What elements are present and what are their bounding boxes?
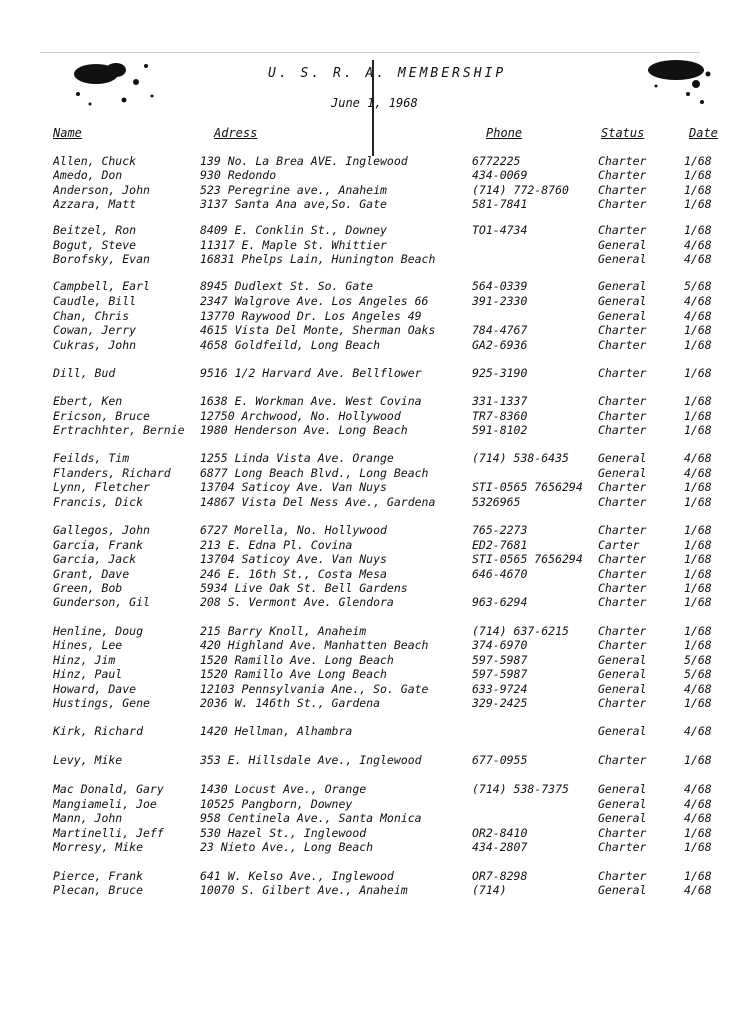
- member-name: Ebert, Ken: [53, 394, 123, 408]
- member-status: General: [598, 466, 647, 480]
- member-address: 246 E. 16th St., Costa Mesa: [200, 567, 387, 581]
- table-row: [0, 279, 744, 294]
- member-status: General: [598, 238, 647, 252]
- member-phone: TR7-8360: [472, 409, 528, 423]
- member-address: 523 Peregrine ave., Anaheim: [200, 183, 387, 197]
- member-address: 4615 Vista Del Monte, Sherman Oaks: [200, 323, 436, 337]
- member-status: Charter: [598, 154, 647, 168]
- member-name: Ertrachhter, Bernie: [53, 423, 185, 437]
- member-phone: GA2-6936: [472, 338, 528, 352]
- table-row: [0, 883, 744, 898]
- table-row: [0, 451, 744, 466]
- member-date: 4/68: [684, 811, 712, 825]
- member-phone: TO1-4734: [472, 223, 528, 237]
- table-row: [0, 811, 744, 826]
- member-date: 4/68: [684, 724, 712, 738]
- member-status: General: [598, 811, 647, 825]
- member-name: Azzara, Matt: [53, 197, 137, 211]
- member-name: Francis, Dick: [53, 495, 144, 509]
- member-date: 1/68: [684, 753, 712, 767]
- table-row: [0, 366, 744, 381]
- member-phone: 925-3190: [472, 366, 528, 380]
- member-date: 1/68: [684, 183, 712, 197]
- member-date: 1/68: [684, 624, 712, 638]
- member-date: 4/68: [684, 238, 712, 252]
- member-address: 4658 Goldfeild, Long Beach: [200, 338, 381, 352]
- member-address: 8409 E. Conklin St., Downey: [200, 223, 387, 237]
- member-phone: 765-2273: [472, 523, 528, 537]
- ink-smudge-right: [636, 54, 716, 114]
- document-date: June 1, 1968: [331, 96, 418, 110]
- member-phone: ED2-7681: [472, 538, 528, 552]
- member-status: Charter: [598, 183, 647, 197]
- member-date: 1/68: [684, 581, 712, 595]
- member-status: Carter: [598, 538, 640, 552]
- table-row: [0, 154, 744, 169]
- member-status: General: [598, 667, 647, 681]
- table-row: [0, 653, 744, 668]
- member-status: Charter: [598, 595, 647, 609]
- member-address: 23 Nieto Ave., Long Beach: [200, 840, 374, 854]
- member-date: 1/68: [684, 423, 712, 437]
- member-date: 1/68: [684, 394, 712, 408]
- member-date: 4/68: [684, 294, 712, 308]
- member-name: Mangiameli, Joe: [53, 797, 157, 811]
- member-date: 1/68: [684, 366, 712, 380]
- member-address: 1638 E. Workman Ave. West Covina: [200, 394, 422, 408]
- table-row: [0, 168, 744, 183]
- member-date: 4/68: [684, 883, 712, 897]
- member-name: Flanders, Richard: [53, 466, 171, 480]
- member-status: Charter: [598, 523, 647, 537]
- member-phone: (714) 538-7375: [472, 782, 569, 796]
- member-name: Borofsky, Evan: [53, 252, 150, 266]
- member-address: 13704 Saticoy Ave. Van Nuys: [200, 480, 387, 494]
- member-phone: 434-2807: [472, 840, 528, 854]
- table-row: [0, 595, 744, 610]
- member-status: General: [598, 682, 647, 696]
- member-name: Anderson, John: [53, 183, 150, 197]
- member-date: 1/68: [684, 638, 712, 652]
- member-phone: 597-5987: [472, 653, 528, 667]
- member-name: Allen, Chuck: [53, 154, 137, 168]
- member-phone: 646-4670: [472, 567, 528, 581]
- member-address: 14867 Vista Del Ness Ave., Gardena: [200, 495, 436, 509]
- member-phone: (714) 637-6215: [472, 624, 569, 638]
- member-phone: 564-0339: [472, 279, 528, 293]
- member-address: 530 Hazel St., Inglewood: [200, 826, 367, 840]
- member-name: Bogut, Steve: [53, 238, 137, 252]
- table-row: [0, 797, 744, 812]
- member-date: 1/68: [684, 840, 712, 854]
- member-address: 12103 Pennsylvania Ane., So. Gate: [200, 682, 429, 696]
- table-row: [0, 323, 744, 338]
- member-status: Charter: [598, 394, 647, 408]
- member-address: 641 W. Kelso Ave., Inglewood: [200, 869, 394, 883]
- member-status: Charter: [598, 409, 647, 423]
- member-address: 1520 Ramillo Ave. Long Beach: [200, 653, 394, 667]
- member-status: General: [598, 724, 647, 738]
- member-phone: 633-9724: [472, 682, 528, 696]
- member-phone: STI-0565 7656294: [472, 552, 583, 566]
- member-name: Morresy, Mike: [53, 840, 144, 854]
- member-name: Green, Bob: [53, 581, 123, 595]
- member-name: Cowan, Jerry: [53, 323, 137, 337]
- table-row: [0, 495, 744, 510]
- header-address: Adress: [214, 126, 258, 140]
- member-date: 1/68: [684, 323, 712, 337]
- member-address: 13770 Raywood Dr. Los Angeles 49: [200, 309, 422, 323]
- member-status: General: [598, 883, 647, 897]
- member-status: Charter: [598, 223, 647, 237]
- member-status: General: [598, 309, 647, 323]
- member-date: 1/68: [684, 168, 712, 182]
- member-status: General: [598, 252, 647, 266]
- member-name: Henline, Doug: [53, 624, 144, 638]
- header-phone: Phone: [486, 126, 523, 140]
- member-name: Hinz, Paul: [53, 667, 123, 681]
- table-row: [0, 197, 744, 212]
- table-row: [0, 394, 744, 409]
- member-date: 4/68: [684, 309, 712, 323]
- member-name: Grant, Dave: [53, 567, 130, 581]
- member-phone: 597-5987: [472, 667, 528, 681]
- table-row: [0, 338, 744, 353]
- member-name: Beitzel, Ron: [53, 223, 137, 237]
- member-address: 1430 Locust Ave., Orange: [200, 782, 367, 796]
- member-status: Charter: [598, 638, 647, 652]
- member-name: Mann, John: [53, 811, 123, 825]
- member-date: 1/68: [684, 552, 712, 566]
- member-date: 5/68: [684, 653, 712, 667]
- table-row: [0, 826, 744, 841]
- member-phone: 434-0069: [472, 168, 528, 182]
- member-phone: (714) 538-6435: [472, 451, 569, 465]
- table-row: [0, 223, 744, 238]
- member-phone: (714) 772-8760: [472, 183, 569, 197]
- member-phone: 591-8102: [472, 423, 528, 437]
- table-row: [0, 869, 744, 884]
- member-name: Ericson, Bruce: [53, 409, 150, 423]
- member-address: 10525 Pangborn, Downey: [200, 797, 353, 811]
- member-address: 2036 W. 146th St., Gardena: [200, 696, 381, 710]
- member-name: Hines, Lee: [53, 638, 123, 652]
- table-row: [0, 480, 744, 495]
- table-row: [0, 523, 744, 538]
- member-name: Gallegos, John: [53, 523, 150, 537]
- member-name: Caudle, Bill: [53, 294, 137, 308]
- member-date: 1/68: [684, 523, 712, 537]
- member-address: 6877 Long Beach Blvd., Long Beach: [200, 466, 429, 480]
- member-address: 16831 Phelps Lain, Hunington Beach: [200, 252, 436, 266]
- member-name: Chan, Chris: [53, 309, 130, 323]
- table-row: [0, 252, 744, 267]
- member-date: 5/68: [684, 667, 712, 681]
- member-date: 1/68: [684, 409, 712, 423]
- member-name: Hinz, Jim: [53, 653, 116, 667]
- table-row: [0, 682, 744, 697]
- table-row: [0, 309, 744, 324]
- table-row: [0, 294, 744, 309]
- header-date: Date: [689, 126, 718, 140]
- member-status: Charter: [598, 323, 647, 337]
- member-address: 139 No. La Brea AVE. Inglewood: [200, 154, 408, 168]
- member-date: 1/68: [684, 538, 712, 552]
- member-phone: 784-4767: [472, 323, 528, 337]
- table-row: [0, 782, 744, 797]
- table-row: [0, 753, 744, 768]
- member-status: Charter: [598, 624, 647, 638]
- member-phone: 391-2330: [472, 294, 528, 308]
- table-row: [0, 581, 744, 596]
- header-status: Status: [601, 126, 645, 140]
- ink-smudge-left: [66, 56, 161, 111]
- member-status: Charter: [598, 366, 647, 380]
- member-phone: 677-0955: [472, 753, 528, 767]
- document-title: U. S. R. A. MEMBERSHIP: [268, 66, 507, 81]
- member-date: 4/68: [684, 682, 712, 696]
- member-address: 8945 Dudlext St. So. Gate: [200, 279, 374, 293]
- member-status: Charter: [598, 567, 647, 581]
- table-row: [0, 567, 744, 582]
- member-status: Charter: [598, 826, 647, 840]
- table-row: [0, 409, 744, 424]
- member-date: 1/68: [684, 826, 712, 840]
- member-phone: 581-7841: [472, 197, 528, 211]
- member-date: 1/68: [684, 595, 712, 609]
- member-status: General: [598, 294, 647, 308]
- member-status: General: [598, 797, 647, 811]
- member-address: 958 Centinela Ave., Santa Monica: [200, 811, 422, 825]
- header-name: Name: [53, 126, 82, 140]
- member-name: Lynn, Fletcher: [53, 480, 150, 494]
- member-name: Pierce, Frank: [53, 869, 144, 883]
- member-address: 1980 Henderson Ave. Long Beach: [200, 423, 408, 437]
- member-phone: 374-6970: [472, 638, 528, 652]
- table-row: [0, 466, 744, 481]
- member-phone: 963-6294: [472, 595, 528, 609]
- member-phone: 5326965: [472, 495, 521, 509]
- member-status: Charter: [598, 696, 647, 710]
- member-name: Martinelli, Jeff: [53, 826, 164, 840]
- member-date: 1/68: [684, 696, 712, 710]
- member-name: Mac Donald, Gary: [53, 782, 164, 796]
- member-status: General: [598, 279, 647, 293]
- table-row: [0, 624, 744, 639]
- member-address: 930 Redondo: [200, 168, 277, 182]
- member-address: 353 E. Hillsdale Ave., Inglewood: [200, 753, 422, 767]
- member-phone: OR2-8410: [472, 826, 528, 840]
- table-row: [0, 724, 744, 739]
- member-status: General: [598, 782, 647, 796]
- member-name: Hustings, Gene: [53, 696, 150, 710]
- member-status: Charter: [598, 338, 647, 352]
- member-name: Kirk, Richard: [53, 724, 144, 738]
- member-date: 4/68: [684, 782, 712, 796]
- member-address: 208 S. Vermont Ave. Glendora: [200, 595, 394, 609]
- member-name: Levy, Mike: [53, 753, 123, 767]
- member-name: Garcia, Jack: [53, 552, 137, 566]
- member-address: 1420 Hellman, Alhambra: [200, 724, 353, 738]
- member-address: 5934 Live Oak St. Bell Gardens: [200, 581, 408, 595]
- member-name: Dill, Bud: [53, 366, 116, 380]
- member-phone: 6772225: [472, 154, 521, 168]
- member-address: 420 Highland Ave. Manhatten Beach: [200, 638, 429, 652]
- member-phone: STI-0565 7656294: [472, 480, 583, 494]
- member-date: 1/68: [684, 495, 712, 509]
- member-date: 1/68: [684, 869, 712, 883]
- member-date: 4/68: [684, 466, 712, 480]
- member-phone: OR7-8298: [472, 869, 528, 883]
- table-row: [0, 638, 744, 653]
- member-status: Charter: [598, 168, 647, 182]
- member-date: 4/68: [684, 451, 712, 465]
- member-status: Charter: [598, 423, 647, 437]
- member-date: 5/68: [684, 279, 712, 293]
- member-name: Amedo, Don: [53, 168, 123, 182]
- table-row: [0, 552, 744, 567]
- member-address: 215 Barry Knoll, Anaheim: [200, 624, 367, 638]
- member-name: Plecan, Bruce: [53, 883, 144, 897]
- member-date: 1/68: [684, 223, 712, 237]
- member-date: 1/68: [684, 338, 712, 352]
- member-date: 4/68: [684, 252, 712, 266]
- member-address: 6727 Morella, No. Hollywood: [200, 523, 387, 537]
- member-address: 11317 E. Maple St. Whittier: [200, 238, 387, 252]
- member-date: 1/68: [684, 567, 712, 581]
- member-name: Garcia, Frank: [53, 538, 144, 552]
- member-status: General: [598, 451, 647, 465]
- member-name: Feilds, Tim: [53, 451, 130, 465]
- member-phone: (714): [472, 883, 507, 897]
- table-row: [0, 538, 744, 553]
- member-phone: 331-1337: [472, 394, 528, 408]
- member-name: Gunderson, Gil: [53, 595, 150, 609]
- member-address: 1520 Ramillo Ave Long Beach: [200, 667, 387, 681]
- member-address: 12750 Archwood, No. Hollywood: [200, 409, 401, 423]
- member-date: 1/68: [684, 154, 712, 168]
- member-status: Charter: [598, 552, 647, 566]
- member-address: 213 E. Edna Pl. Covina: [200, 538, 353, 552]
- member-status: Charter: [598, 495, 647, 509]
- member-address: 3137 Santa Ana ave,So. Gate: [200, 197, 387, 211]
- member-address: 9516 1/2 Harvard Ave. Bellflower: [200, 366, 422, 380]
- member-status: Charter: [598, 753, 647, 767]
- member-name: Cukras, John: [53, 338, 137, 352]
- table-row: [0, 423, 744, 438]
- member-date: 1/68: [684, 480, 712, 494]
- member-name: Campbell, Earl: [53, 279, 150, 293]
- member-status: Charter: [598, 197, 647, 211]
- table-row: [0, 238, 744, 253]
- table-row: [0, 667, 744, 682]
- member-status: Charter: [598, 840, 647, 854]
- member-date: 4/68: [684, 797, 712, 811]
- member-name: Howard, Dave: [53, 682, 137, 696]
- table-row: [0, 696, 744, 711]
- member-address: 13704 Saticoy Ave. Van Nuys: [200, 552, 387, 566]
- member-status: Charter: [598, 869, 647, 883]
- member-date: 1/68: [684, 197, 712, 211]
- table-row: [0, 183, 744, 198]
- top-rule: [40, 52, 700, 53]
- member-status: Charter: [598, 581, 647, 595]
- table-row: [0, 840, 744, 855]
- member-address: 2347 Walgrove Ave. Los Angeles 66: [200, 294, 429, 308]
- member-status: Charter: [598, 480, 647, 494]
- member-status: General: [598, 653, 647, 667]
- member-address: 1255 Linda Vista Ave. Orange: [200, 451, 394, 465]
- member-address: 10070 S. Gilbert Ave., Anaheim: [200, 883, 408, 897]
- member-phone: 329-2425: [472, 696, 528, 710]
